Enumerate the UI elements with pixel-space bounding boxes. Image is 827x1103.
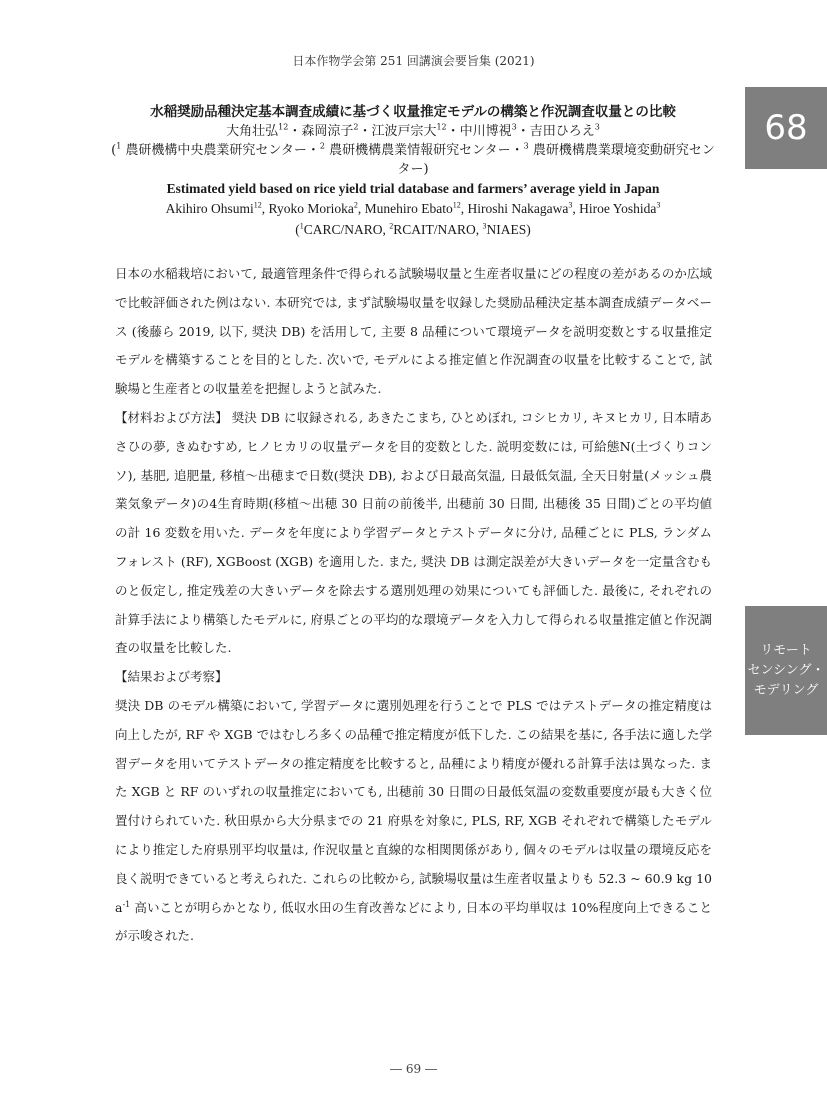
author-affil-mark: 12 (253, 200, 262, 210)
title-block (110, 103, 716, 240)
author-name: , Ryoko Morioka (261, 201, 354, 216)
methods-text: 奨決 DB に収録される, あきたこまち, ひとめぼれ, コシヒカリ, キヌヒカリ, 日本晴あさひの夢, きぬむすめ, ヒノヒカリの収量データを目的変数とした. 説明変数には, 可給態N(土づくりコンソ), 基肥, 追肥量, 移植～出穂まで日数(奨決 DB), および日最高気温, 日最低気温, 全天日射量(メッシュ農業気象データ)の4生育時期(移植～出穂 30 日前の前後半, 出穂前 30 日間, 出穂後 35 日間)ごとの平均値の計 16 変数を用いた. データを年度により学習データとテストデータに分け, 品種ごとに PLS, ランダムフォレスト (RF), XGBoost (XGB) を適用した. また, 奨決 DB は測定誤差が大きいデータを一定量含むものと仮定し, 推定残差の大きいデータを除去する選別処理の効果についても評価した. 最後に, それぞれの計算手法により構築したモデルに, 府県ごとの平均的な環境データを入力して得られる収量推定値と作況調査の収量を比較した. (115, 409, 712, 656)
methods-heading: 【材料および方法】 (115, 409, 228, 425)
title-japanese: 水稲奨励品種決定基本調査成績に基づく収量推定モデルの構築と作況調査収量との比較 (150, 104, 676, 120)
results-text-end: 高いことが明らかとなり, 低収水田の生育改善などにより, 日本の平均単収は 10%程度向上できることが示唆された. (115, 899, 712, 944)
topic-line-3: モデリング (753, 682, 819, 698)
affil-mark: 2 (389, 221, 394, 231)
methods-paragraph (115, 404, 712, 663)
results-paragraph (115, 692, 712, 951)
affiliations-english (110, 219, 716, 240)
page-number: ― 69 ― (390, 1062, 437, 1076)
author-affil-mark: 3 (594, 122, 600, 132)
affiliations-japanese (110, 141, 716, 179)
affil-mark: 3 (482, 221, 487, 231)
affil-text: 農研機構農業情報研究センター・ (325, 143, 524, 158)
topic-tab (745, 606, 827, 735)
authors-japanese (110, 122, 716, 141)
author-affil-mark: 2 (353, 200, 358, 210)
author-name: ・吉田ひろえ (516, 124, 595, 139)
session-number: 68 (764, 108, 808, 148)
affil-mark: 1 (116, 141, 122, 151)
affil-text: 農研機構農業環境変動研究センター) (397, 143, 715, 177)
author-affil-mark: 2 (353, 122, 359, 132)
unit-exponent: -1 (122, 899, 131, 909)
author-name: , Hiroshi Nakagawa (460, 201, 569, 216)
topic-line-1: リモート (760, 642, 812, 658)
affil-text: CARC/NARO, (303, 222, 390, 237)
affil-mark: 3 (523, 141, 529, 151)
affil-paren: ( (111, 143, 117, 158)
affil-mark: 2 (319, 141, 326, 151)
author-name: ・中川博視 (446, 124, 512, 139)
authors-english (110, 198, 716, 219)
affil-text: RCAIT/NARO, (393, 222, 483, 237)
author-affil-mark: 3 (656, 200, 661, 210)
author-name: , Munehiro Ebato (357, 201, 453, 216)
author-affil-mark: 12 (278, 122, 289, 132)
affil-paren: ( (295, 222, 300, 237)
author-name: 大角壮弘 (226, 124, 279, 139)
topic-line-2: センシング・ (747, 662, 825, 678)
author-name: , Hiroe Yoshida (572, 201, 657, 216)
author-affil-mark: 12 (452, 200, 461, 210)
author-affil-mark: 12 (436, 122, 447, 132)
affil-mark: 1 (299, 221, 304, 231)
title-english: Estimated yield based on rice yield trial database and farmers’ average yield in Japan (166, 181, 660, 196)
author-name: Akihiro Ohsumi (165, 201, 254, 216)
author-affil-mark: 3 (568, 200, 573, 210)
intro-paragraph: 日本の水稲栽培において, 最適管理条件で得られる試験場収量と生産者収量にどの程度の差があるのか広域で比較評価された例はない. 本研究では, まず試験場収量を収録した奨励品種決定基本調査成績データベース (後藤ら 2019, 以下, 奨決 DB) を活用して, 主要 8 品種について環境データを説明変数とする収量推定モデルを構築することを目的とした. 次いで, モデルによる推定値と作況調査の収量を比較することで, 試験場と生産者との収量差を把握しようと試みた. (115, 266, 712, 397)
affil-text: 農研機構中央農業研究センター・ (121, 143, 320, 158)
abstract-body (115, 260, 712, 951)
author-name: ・森岡涼子 (288, 124, 354, 139)
affil-text: NIAES) (486, 222, 531, 237)
session-number-tab (745, 87, 827, 169)
results-text: 奨決 DB のモデル構築において, 学習データに選別処理を行うことで PLS ではテストデータの推定精度は向上したが, RF や XGB ではむしろ多くの品種で推定精度が低下した. この結果を基に, 各手法に適した学習データを用いてテストデータの推定精度を比較すると, 品種により精度が優れる計算手法は異なった. また XGB と RF のいずれの収量推定においても, 出穂前 30 日間の日最低気温の変数重要度が最も大きく位置付けられていた. 秋田県から大分県までの 21 府県を対象に, PLS, RF, XGB それぞれで構築したモデルにより推定した府県別平均収量は, 作況収量と直線的な相関関係があり, 個々のモデルは収量の環境反応を良く説明できていると考えられた. これらの比較から, 試験場収量は生産者収量よりも 52.3 ~ 60.9 kg 10 a (115, 697, 712, 915)
author-name: ・江波戸宗大 (358, 124, 437, 139)
author-affil-mark: 3 (511, 122, 517, 132)
page-header: 日本作物学会第 251 回講演会要旨集 (2021) (292, 54, 535, 68)
results-heading: 【結果および考察】 (115, 669, 228, 685)
